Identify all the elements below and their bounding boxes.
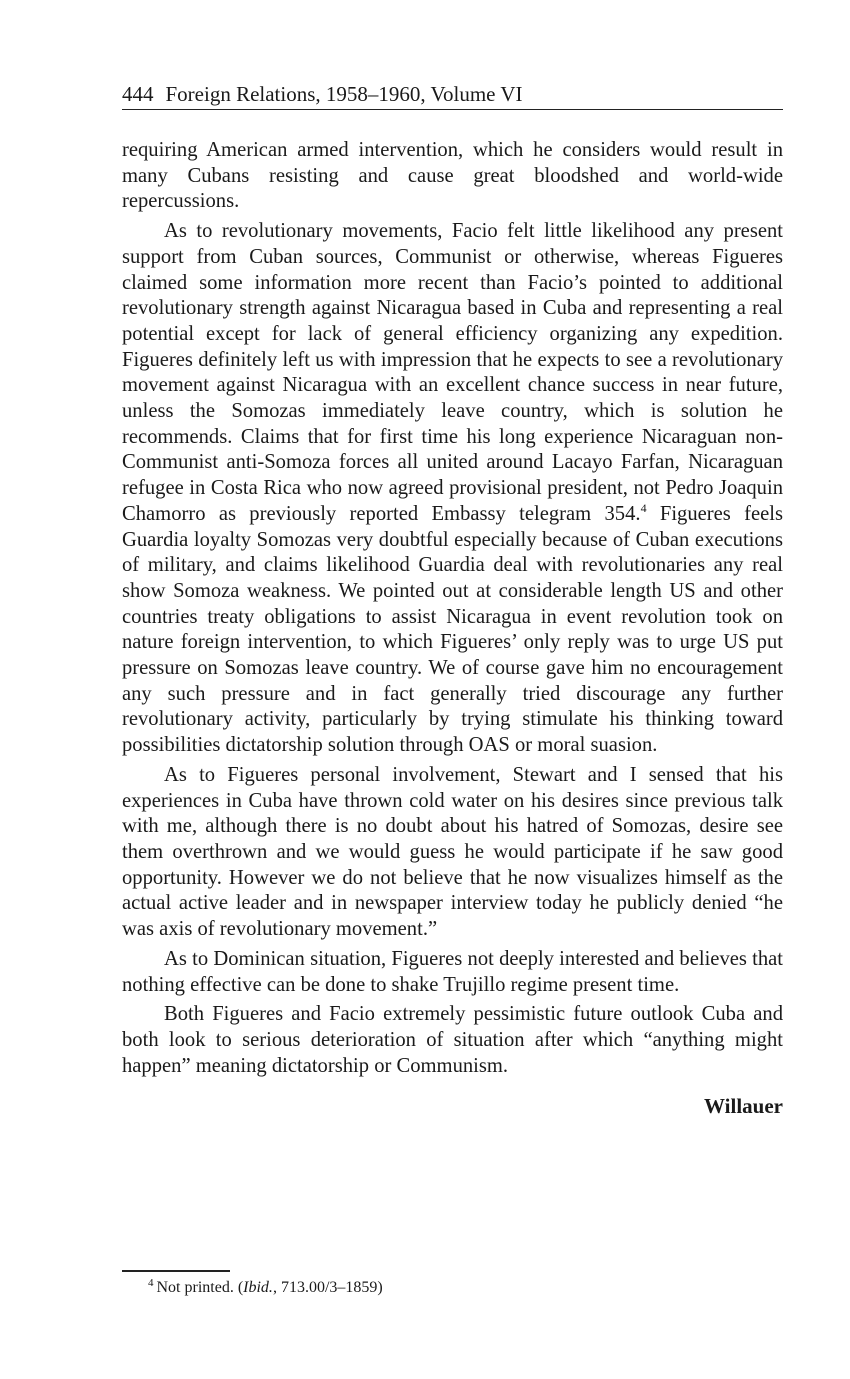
paragraph-2-part-a: As to revolutionary movements, Facio felt little likelihood any present support from Cuban sources, Communist or otherwise, whereas Figueres claimed some information more recent than Facio’s pointed to additional revolutionary strength against Nicaragua based in Cuba and representing a real potential except for lack of general efficiency organizing any expedition. Figueres definitely left us with impression that he expects to see a revolutionary movement against Nicaragua with an excellent chance success in near future, unless the Somozas immediately leave country, which is solution he recommends. Claims that for first time his long experience Nicaraguan non-Communist anti-Somoza forces all united around Lacayo Farfan, Nicaraguan refugee in Costa Rica who now agreed provisional president, not Pedro Joaquin Chamorro as previously reported Embassy telegram 354. (122, 220, 783, 525)
signature: Willauer (704, 1094, 783, 1119)
paragraph-2 (122, 219, 783, 759)
page-content (122, 80, 783, 1119)
footnote-divider (122, 1270, 230, 1272)
footnote-text-b: , 713.00/3–1859) (272, 1279, 383, 1296)
volume-title: Foreign Relations, 1958–1960, Volume VI (165, 82, 523, 106)
paragraph-3: As to Figueres personal involvement, Stewart and I sensed that his experiences in Cuba have thrown cold water on his desires since previous talk with me, although there is no doubt about his hatred of Somozas, desire see them overthrown and we would guess he would participate if he saw good opportunity. However we do not believe that he now visualizes himself as the actual active leader and in newspaper interview today he publicly denied “he was axis of revolutionary movement.” (122, 763, 783, 941)
paragraph-5: Both Figueres and Facio extremely pessimistic future outlook Cuba and both look to serious deterioration of situation after which “anything might happen” meaning dictatorship or Communism. (122, 1003, 783, 1077)
paragraph-4: As to Dominican situation, Figueres not deeply interested and believes that nothing effective can be done to shake Trujillo regime present time. (122, 947, 783, 996)
document-body (122, 138, 783, 1119)
paragraph-1: requiring American armed intervention, which he considers would result in many Cubans resisting and cause great bloodshed and world-wide repercussions. (122, 139, 783, 213)
footnote-reference: 4 (640, 500, 647, 515)
page-number: 444 (122, 82, 154, 106)
footnote-mark: 4 (148, 1276, 154, 1289)
paragraph-2-part-b: Figueres feels Guardia loyalty Somozas very doubtful especially because of Cuban executions of military, and claims likelihood Guardia deal with revolutionaries any real show Somoza weakness. We pointed out at considerable length US and other countries treaty obligations to assist Nicaragua in event revolution took on nature foreign intervention, to which Figueres’ only reply was to urge US put pressure on Somozas leave country. We of course gave him no encouragement any such pressure and in fact generally tried discourage any further revolutionary activity, particularly by trying stimulate his thinking toward possibilities dictatorship solution through OAS or moral suasion. (122, 502, 783, 757)
running-head (122, 80, 783, 110)
footnote-ibid: Ibid. (243, 1279, 273, 1296)
footnote (148, 1277, 383, 1299)
footnote-text-a: Not printed. ( (156, 1279, 244, 1296)
